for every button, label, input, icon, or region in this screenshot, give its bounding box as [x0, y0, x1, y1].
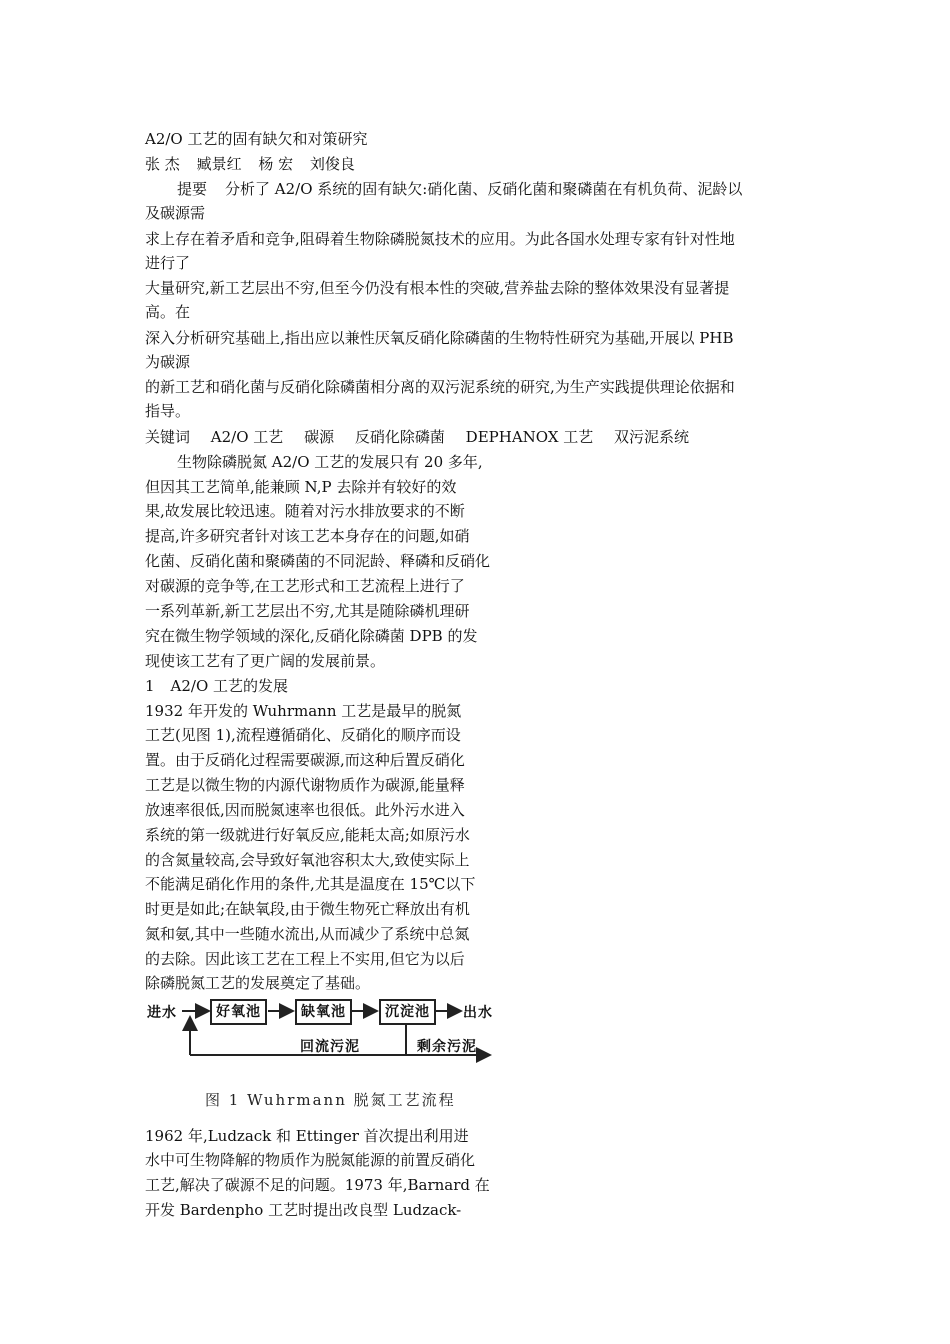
keywords-label: 关键词	[145, 428, 191, 446]
body-line: 一系列革新,新工艺层出不穷,尤其是随除磷机理研	[145, 602, 470, 620]
anoxic-tank-box: 缺氧池	[295, 999, 352, 1025]
outlet-label: 出水	[463, 1005, 493, 1021]
body-line: 生物除磷脱氮 A2/O 工艺的发展只有 20 多年,	[177, 453, 483, 471]
figure-caption: 图 1 Wuhrmann 脱氮工艺流程	[205, 1091, 456, 1109]
abstract-label: 提要	[177, 180, 208, 198]
body-line: 除磷脱氮工艺的发展奠定了基础。	[145, 974, 371, 992]
abstract-line: 的新工艺和硝化菌与反硝化除磷菌相分离的双污泥系统的研究,为生产实践提供理论依据和	[145, 378, 735, 396]
body-line: 果,故发展比较迅速。随着对污水排放要求的不断	[145, 502, 465, 520]
abstract-line: 及碳源需	[145, 204, 206, 222]
section-heading: 1 A2/O 工艺的发展	[145, 677, 289, 695]
abstract-line: 深入分析研究基础上,指出应以兼性厌氧反硝化除磷菌的生物特性研究为基础,开展以 PHB	[145, 329, 734, 347]
body-line: 系统的第一级就进行好氧反应,能耗太高;如原污水	[145, 826, 470, 844]
keyword: 反硝化除磷菌	[354, 428, 445, 446]
author-line	[145, 154, 355, 176]
abstract-line: 进行了	[145, 254, 191, 272]
abstract-line: 高。在	[145, 303, 191, 321]
body-line: 不能满足硝化作用的条件,尤其是温度在 15℃以下	[145, 875, 476, 893]
keywords-line	[145, 427, 689, 449]
body-line: 水中可生物降解的物质作为脱氮能源的前置反硝化	[145, 1151, 476, 1169]
body-line: 工艺,解决了碳源不足的问题。1973 年,Barnard 在	[145, 1176, 490, 1194]
body-line: 的含氮量较高,会导致好氧池容积太大,致使实际上	[145, 851, 470, 869]
body-line: 提高,许多研究者针对该工艺本身存在的问题,如硝	[145, 527, 470, 545]
inlet-label: 进水	[147, 1005, 177, 1021]
body-line: 工艺(见图 1),流程遵循硝化、反硝化的顺序而设	[145, 726, 461, 744]
excess-sludge-label: 剩余污泥	[417, 1039, 477, 1055]
author-2: 臧景红	[196, 155, 242, 173]
settling-tank-box: 沉淀池	[379, 999, 436, 1025]
abstract-line: 指导。	[145, 402, 191, 420]
author-1: 张 杰	[145, 155, 180, 173]
body-line: 现使该工艺有了更广阔的发展前景。	[145, 652, 386, 670]
abstract-line: 提要 分析了 A2/O 系统的固有缺欠:硝化菌、反硝化菌和聚磷菌在有机负荷、泥龄以	[177, 180, 743, 198]
author-3: 杨 宏	[258, 155, 294, 173]
body-line: 但因其工艺简单,能兼顾 N,P 去除并有较好的效	[145, 478, 457, 496]
abstract-line: 大量研究,新工艺层出不穷,但至今仍没有根本性的突破,营养盐去除的整体效果没有显著提	[145, 279, 730, 297]
aerobic-tank-box: 好氧池	[210, 999, 267, 1025]
body-line: 时更是如此;在缺氧段,由于微生物死亡释放出有机	[145, 900, 470, 918]
paper-title: A2/O 工艺的固有缺欠和对策研究	[145, 130, 368, 148]
body-line: 1962 年,Ludzack 和 Ettinger 首次提出利用进	[145, 1127, 469, 1145]
keyword: A2/O 工艺	[210, 428, 284, 446]
body-line: 工艺是以微生物的内源代谢物质作为碳源,能量释	[145, 776, 465, 794]
body-line: 开发 Bardenpho 工艺时提出改良型 Ludzack-	[145, 1201, 462, 1219]
body-line: 氮和氨,其中一些随水流出,从而减少了系统中总氮	[145, 925, 470, 943]
abstract-line: 求上存在着矛盾和竞争,阻碍着生物除磷脱氮技术的应用。为此各国水处理专家有针对性地	[145, 230, 735, 248]
abstract-line: 为碳源	[145, 353, 191, 371]
return-sludge-label: 回流污泥	[300, 1039, 360, 1055]
body-line: 对碳源的竞争等,在工艺形式和工艺流程上进行了	[145, 577, 465, 595]
keyword: DEPHANOX 工艺	[465, 428, 594, 446]
body-line: 的去除。因此该工艺在工程上不实用,但它为以后	[145, 950, 465, 968]
body-line: 化菌、反硝化菌和聚磷菌的不同泥龄、释磷和反硝化	[145, 552, 491, 570]
body-line: 置。由于反硝化过程需要碳源,而这种后置反硝化	[145, 751, 465, 769]
body-line: 放速率很低,因而脱氮速率也很低。此外污水进入	[145, 801, 465, 819]
body-line: 1932 年开发的 Wuhrmann 工艺是最早的脱氮	[145, 702, 462, 720]
keyword: 双污泥系统	[614, 428, 690, 446]
author-4: 刘俊良	[309, 155, 355, 173]
body-line: 究在微生物学领域的深化,反硝化除磷菌 DPB 的发	[145, 627, 478, 645]
keyword: 碳源	[304, 428, 335, 446]
